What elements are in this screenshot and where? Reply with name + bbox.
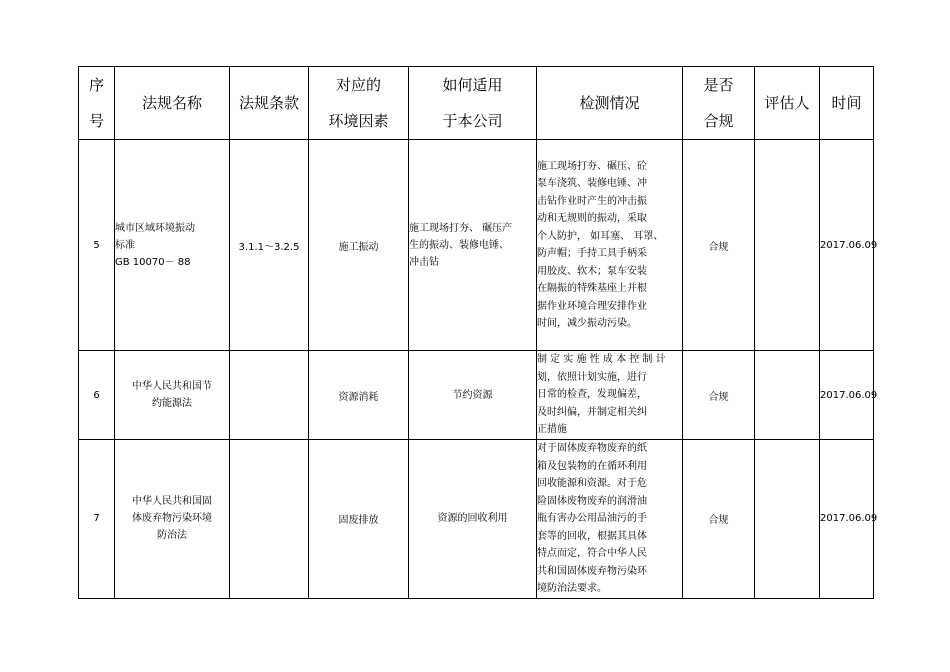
header-assessor: 评估人	[755, 67, 820, 140]
cell-apply: 资源的回收利用	[409, 440, 537, 599]
header-clause: 法规条款	[230, 67, 309, 140]
header-apply: 如何适用 于本公司	[409, 67, 537, 140]
cell-env-factor: 固废排放	[309, 440, 409, 599]
cell-time: 2017.06.09	[820, 140, 874, 351]
regulation-compliance-table	[78, 66, 878, 599]
cell-detect: 对于固体废弃物废弃的纸 箱及包装物的在循环利用 回收能源和资源。对于危 险固体废物废弃的润滑油 瓶有害办公用品油污的手 套等的回收，根据其具体 特点而定，符合中华人民 共和国固体废弃物污染环 境防治法要求。	[537, 440, 683, 599]
cell-reg-name: 中华人民共和国固 体废弃物污染环境 防治法	[115, 440, 230, 599]
header-compliant: 是否 合规	[683, 67, 755, 140]
cell-seq: 5	[79, 140, 115, 351]
cell-clause	[230, 440, 309, 599]
cell-apply: 施工现场打夯、 碾压产 生的振动、装修电锤、 冲击钻	[409, 140, 537, 351]
cell-detect: 施工现场打夯、碾压、砼 泵车浇筑、装修电锤、冲 击钻作业时产生的冲击振 动和无规则的振动，采取 个人防护， 如耳塞、 耳罩、 防声帽；手持工具手柄采 用胶皮、软木；泵车安装 在隔振的特殊基座上并根 据作业环境合理安排作业 时间，减少振动污染。	[537, 140, 683, 351]
cell-seq: 7	[79, 440, 115, 599]
header-detect: 检测情况	[537, 67, 683, 140]
cell-time: 2017.06.09	[820, 351, 874, 440]
cell-compliant: 合规	[683, 440, 755, 599]
table-row	[79, 351, 874, 440]
cell-seq: 6	[79, 351, 115, 440]
cell-time: 2017.06.09	[820, 440, 874, 599]
table-row	[79, 440, 874, 599]
cell-assessor	[755, 440, 820, 599]
cell-clause: 3.1.1～3.2.5	[230, 140, 309, 351]
table-row	[79, 140, 874, 351]
cell-reg-name: 城市区域环境振动 标准 GB 10070－ 88	[115, 140, 230, 351]
cell-detect: 制 定 实 施 性 成 本 控 制 计 划，依照计划实施，进行 日常的检查，发现偏差， 及时纠偏，并制定相关纠 正措施	[537, 351, 683, 440]
cell-env-factor: 施工振动	[309, 140, 409, 351]
table-header-row	[79, 67, 874, 140]
cell-clause	[230, 351, 309, 440]
header-env-factor: 对应的 环境因素	[309, 67, 409, 140]
cell-reg-name: 中华人民共和国节 约能源法	[115, 351, 230, 440]
header-seq: 序 号	[79, 67, 115, 140]
cell-assessor	[755, 140, 820, 351]
cell-apply: 节约资源	[409, 351, 537, 440]
cell-compliant: 合规	[683, 351, 755, 440]
cell-assessor	[755, 351, 820, 440]
header-reg-name: 法规名称	[115, 67, 230, 140]
cell-env-factor: 资源消耗	[309, 351, 409, 440]
cell-compliant: 合规	[683, 140, 755, 351]
header-time: 时间	[820, 67, 874, 140]
